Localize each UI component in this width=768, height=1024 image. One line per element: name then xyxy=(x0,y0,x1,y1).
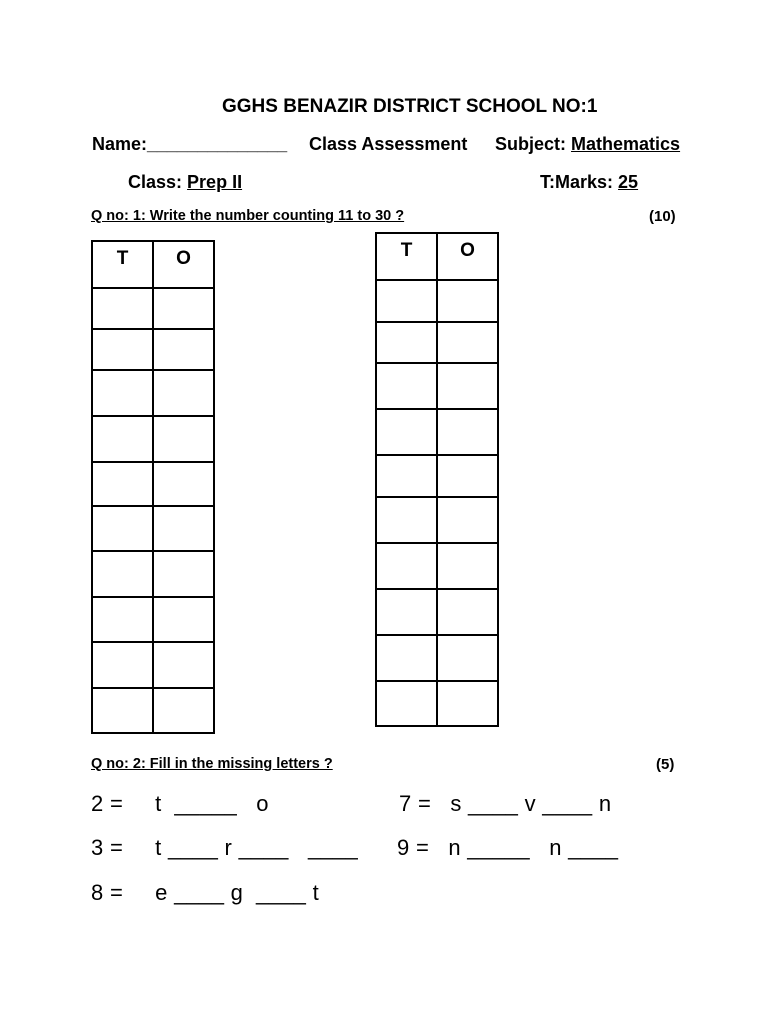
answer-cell[interactable] xyxy=(376,363,437,409)
assessment-label: Class Assessment xyxy=(309,134,468,154)
answer-cell[interactable] xyxy=(437,635,498,681)
answer-cell[interactable] xyxy=(376,455,437,497)
answer-cell[interactable] xyxy=(92,688,153,733)
answer-cell[interactable] xyxy=(92,597,153,642)
answer-cell[interactable] xyxy=(376,280,437,322)
answer-cell[interactable] xyxy=(153,551,214,597)
answer-cell[interactable] xyxy=(92,506,153,551)
question-2-text: Q no: 2: Fill in the missing letters ? xyxy=(91,756,333,772)
answer-cell[interactable] xyxy=(376,497,437,543)
fill-item-three: 3 = t ____ r ____ ____ xyxy=(91,835,359,860)
column-header-tens: T xyxy=(376,233,437,280)
marks-label: T:Marks: xyxy=(540,172,614,192)
answer-cell[interactable] xyxy=(153,688,214,733)
subject-value: Mathematics xyxy=(571,134,681,154)
answer-cell[interactable] xyxy=(153,370,214,416)
answer-cell[interactable] xyxy=(92,642,153,688)
answer-cell[interactable] xyxy=(437,497,498,543)
answer-cell[interactable] xyxy=(153,329,214,370)
counting-table-right xyxy=(375,232,499,727)
counting-table-left xyxy=(91,240,215,734)
answer-cell[interactable] xyxy=(376,543,437,589)
subject-field xyxy=(495,134,680,155)
answer-cell[interactable] xyxy=(92,551,153,597)
school-title: GGHS BENAZIR DISTRICT SCHOOL NO:1 xyxy=(222,96,598,117)
column-header-ones: O xyxy=(153,241,214,288)
answer-cell[interactable] xyxy=(376,409,437,455)
answer-cell[interactable] xyxy=(437,681,498,726)
answer-cell[interactable] xyxy=(153,506,214,551)
column-header-ones: O xyxy=(437,233,498,280)
answer-cell[interactable] xyxy=(437,589,498,635)
answer-cell[interactable] xyxy=(92,462,153,506)
question-1-marks: (10) xyxy=(649,208,676,225)
class-field xyxy=(128,172,242,193)
answer-cell[interactable] xyxy=(376,681,437,726)
fill-item-seven: 7 = s ____ v ____ n xyxy=(399,791,612,816)
answer-cell[interactable] xyxy=(376,589,437,635)
answer-cell[interactable] xyxy=(92,329,153,370)
marks-value: 25 xyxy=(618,172,639,192)
name-field: Name:______________ xyxy=(92,134,288,154)
answer-cell[interactable] xyxy=(437,322,498,363)
answer-cell[interactable] xyxy=(437,280,498,322)
fill-item-two: 2 = t _____ o xyxy=(91,791,269,816)
answer-cell[interactable] xyxy=(153,642,214,688)
column-header-tens: T xyxy=(92,241,153,288)
answer-cell[interactable] xyxy=(92,288,153,329)
answer-cell[interactable] xyxy=(92,370,153,416)
answer-cell[interactable] xyxy=(92,416,153,462)
fill-item-nine: 9 = n _____ n ____ xyxy=(397,835,619,860)
class-label: Class: xyxy=(128,172,183,192)
answer-cell[interactable] xyxy=(437,455,498,497)
fill-item-eight: 8 = e ____ g ____ t xyxy=(91,880,319,905)
answer-cell[interactable] xyxy=(153,597,214,642)
answer-cell[interactable] xyxy=(376,635,437,681)
answer-cell[interactable] xyxy=(153,288,214,329)
answer-cell[interactable] xyxy=(437,363,498,409)
total-marks-field xyxy=(540,172,638,193)
answer-cell[interactable] xyxy=(153,462,214,506)
answer-cell[interactable] xyxy=(153,416,214,462)
subject-label: Subject: xyxy=(495,134,567,154)
class-value: Prep II xyxy=(187,172,243,192)
question-1-text: Q no: 1: Write the number counting 11 to 30 ? xyxy=(91,208,405,224)
answer-cell[interactable] xyxy=(376,322,437,363)
question-2-marks: (5) xyxy=(656,756,675,773)
answer-cell[interactable] xyxy=(437,409,498,455)
answer-cell[interactable] xyxy=(437,543,498,589)
